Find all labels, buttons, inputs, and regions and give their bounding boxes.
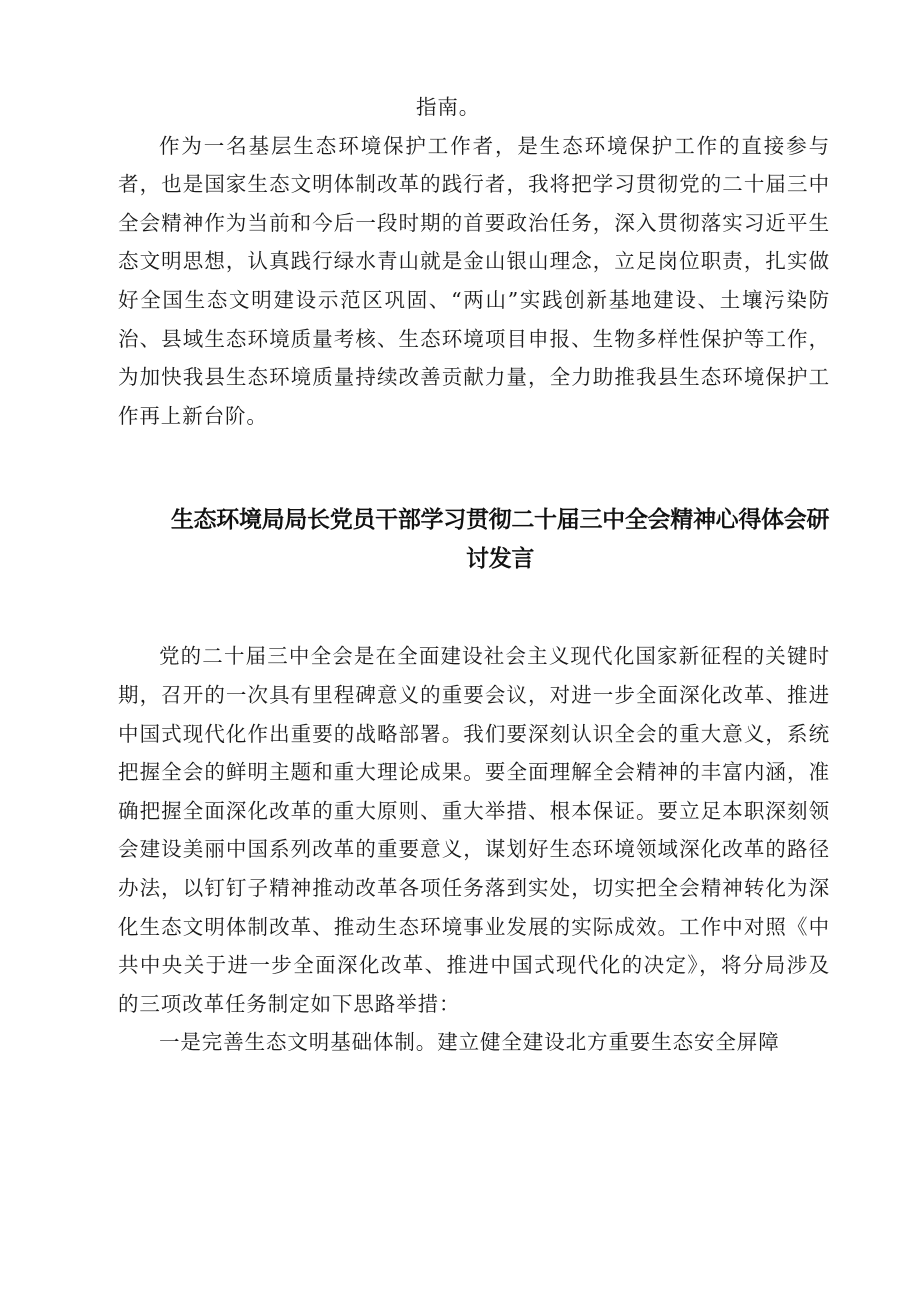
paragraph-continuation: 指南。 [416, 95, 481, 119]
paragraph-point-one: 一是完善生态文明基础体制。建立健全建设北方重要生态安全屏障 [159, 1030, 780, 1055]
document-page [118, 88, 830, 1062]
paragraph-closing-remarks: 作为一名基层生态环境保护工作者，是生态环境保护工作的直接参与者，也是国家生态文明体制改革的践行者，我将把学习贯彻党的二十届三中全会精神作为当前和今后一段时期的首要政治任务，深入贯彻落实习近平生态文明思想，认真践行绿水青山就是金山银山理念，立足岗位职责，扎实做好全国生态文明建设示范区巩固、“两山”实践创新基地建设、土壤污染防治、县域生态环境质量考核、生态环境项目申报、生物多样性保护等工作，为加快我县生态环境质量持续改善贡献力量，全力助推我县生态环境保护工作再上新台阶。 [118, 133, 830, 428]
paragraph-intro: 党的二十届三中全会是在全面建设社会主义现代化国家新征程的关键时期，召开的一次具有里程碑意义的重要会议，对进一步全面深化改革、推进中国式现代化作出重要的战略部署。我们要深刻认识全会的重大意义，系统把握全会的鲜明主题和重大理论成果。要全面理解全会精神的丰富内涵，准确把握全面深化改革的重大原则、重大举措、根本保证。要立足本职深刻领会建设美丽中国系列改革的重要意义，谋划好生态环境领域深化改革的路径办法，以钉钉子精神推动改革各项任务落到实处，切实把全会精神转化为深化生态文明体制改革、推动生态环境事业发展的实际成效。工作中对照《中共中央关于进一步全面深化改革、推进中国式现代化的决定》，将分局涉及的三项改革任务制定如下思路举措： [118, 644, 830, 1016]
section-title: 生态环境局局长党员干部学习贯彻二十届三中全会精神心得体会研讨发言 [170, 507, 830, 573]
